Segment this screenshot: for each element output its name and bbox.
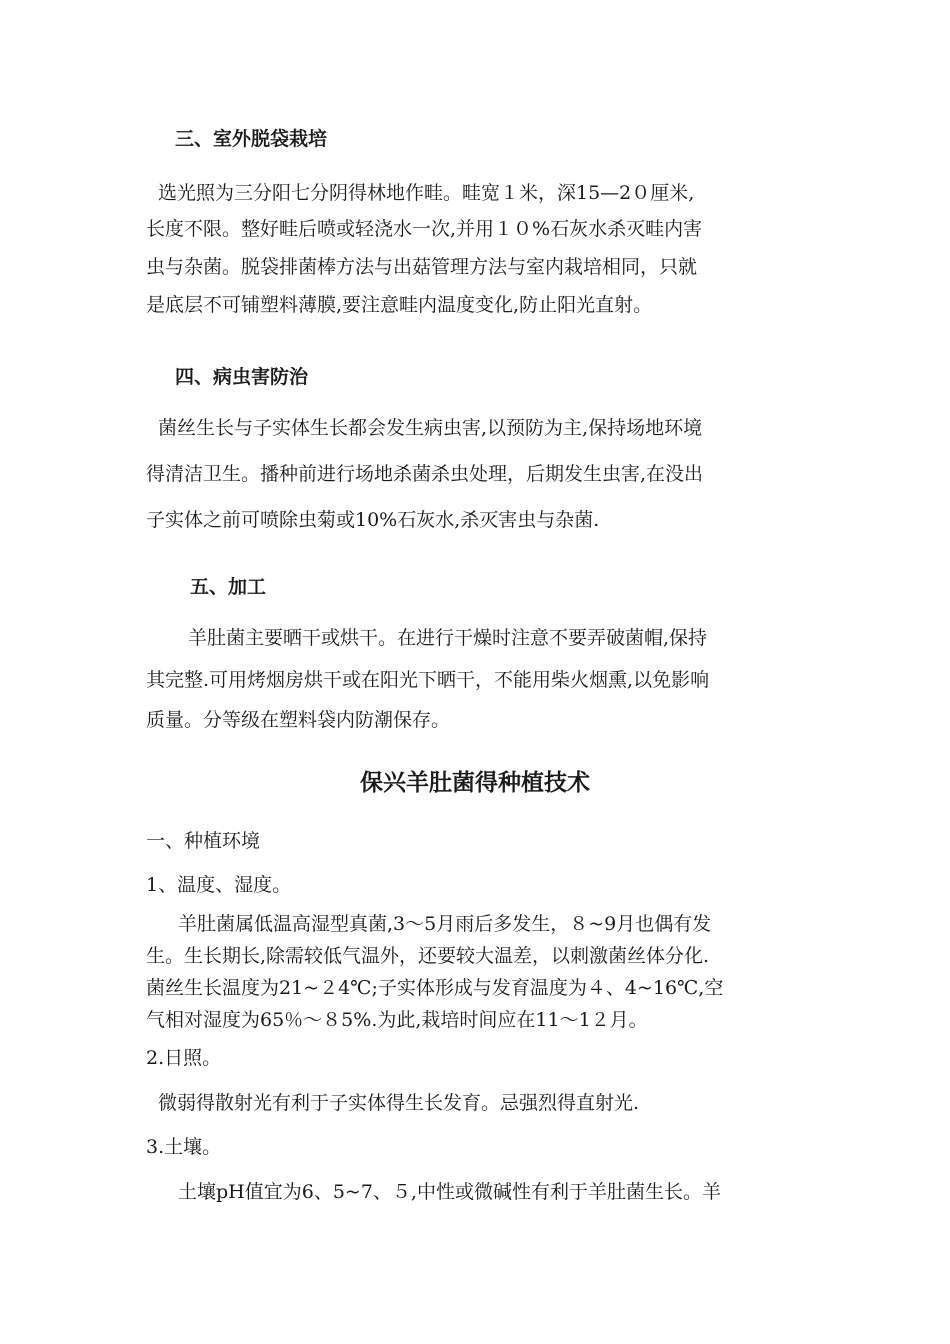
section-heading-outdoor: 三、室外脱袋栽培 <box>175 128 328 150</box>
text-line: 子实体之前可喷除虫菊或10%石灰水,杀灭害虫与杂菌. <box>146 509 600 531</box>
text-line: 菌丝生长与子实体生长都会发生病虫害,以预防为主,保持场地环境 <box>158 417 703 439</box>
paragraph-outdoor <box>146 170 806 324</box>
text-line: 气相对湿度为65％～８5%.为此,栽培时间应在11～1２月。 <box>146 1009 648 1031</box>
text-line: 得清洁卫生。播种前进行场地杀菌杀虫处理，后期发生虫害,在没出 <box>146 463 704 485</box>
paragraph-sunlight: 微弱得散射光有利于子实体得生长发育。忌强烈得直射光. <box>158 1092 640 1114</box>
section-heading-processing: 五、加工 <box>190 576 267 598</box>
text-line: 长度不限。整好畦后喷或轻浇水一次,并用１０%石灰水杀灭畦内害 <box>146 218 703 240</box>
text-line: 羊肚菌主要晒干或烘干。在进行干燥时注意不要弄破菌帽,保持 <box>188 627 708 649</box>
paragraph-pest <box>146 405 806 543</box>
text-line: 其完整.可用烤烟房烘干或在阳光下晒干，不能用柴火烟熏,以免影响 <box>146 669 710 691</box>
text-line: 生。生长期长,除需较低气温外，还要较大温差，以刺激菌丝体分化. <box>146 945 710 967</box>
text-line: 菌丝生长温度为21~２4℃;子实体形成与发育温度为４、4~16℃,空 <box>146 977 724 999</box>
text-line: 虫与杂菌。脱袋排菌棒方法与出菇管理方法与室内栽培相同，只就 <box>146 256 698 278</box>
section-heading-pest: 四、病虫害防治 <box>175 366 309 388</box>
paragraph-processing <box>146 618 806 738</box>
subheading-sunlight: 2.日照。 <box>146 1047 222 1069</box>
text-line: 选光照为三分阳七分阴得林地作畦。畦宽１米，深15—2０厘米, <box>158 182 695 204</box>
subheading-temperature: 1、温度、湿度。 <box>146 874 292 896</box>
paragraph-soil: 土壤pH值宜为6、5~7、５,中性或微碱性有利于羊肚菌生长。羊 <box>178 1181 721 1203</box>
subheading-soil: 3.土壤。 <box>146 1136 222 1158</box>
article-title: 保兴羊肚菌得种植技术 <box>360 770 590 796</box>
subheading-environment: 一、种植环境 <box>146 830 261 852</box>
text-line: 质量。分等级在塑料袋内防潮保存。 <box>146 709 451 731</box>
text-line: 是底层不可铺塑料薄膜,要注意畦内温度变化,防止阳光直射。 <box>146 294 653 316</box>
paragraph-temperature <box>146 908 806 1036</box>
text-line: 羊肚菌属低温高湿型真菌,3～5月雨后多发生，８~9月也偶有发 <box>178 913 712 935</box>
